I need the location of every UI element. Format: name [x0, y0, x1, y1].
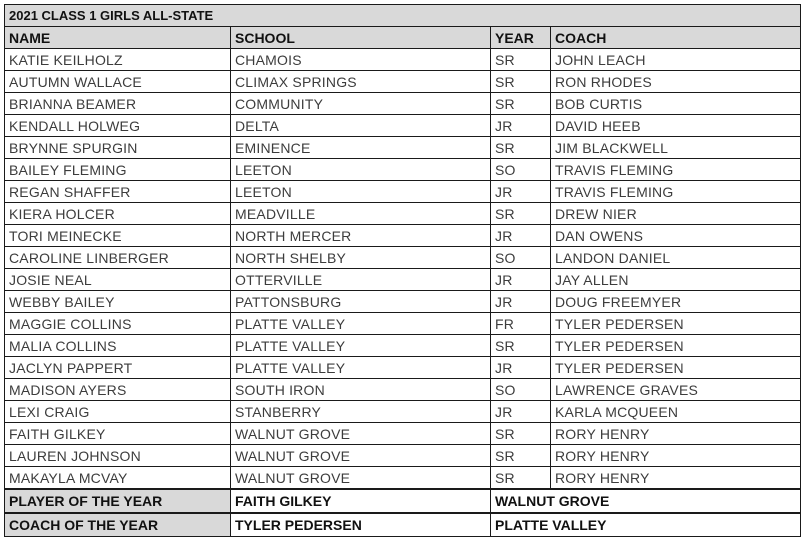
award-row: [5, 489, 801, 513]
table-row: [5, 357, 801, 379]
player-name-cell: BRYNNE SPURGIN: [5, 137, 231, 159]
school-name-cell: MEADVILLE: [231, 203, 491, 225]
award-school: WALNUT GROVE: [491, 489, 801, 513]
table-row: [5, 115, 801, 137]
coach-name-cell: LANDON DANIEL: [551, 247, 801, 269]
header-year: YEAR: [491, 27, 551, 49]
coach-name-cell: RON RHODES: [551, 71, 801, 93]
class-year-cell: SR: [491, 203, 551, 225]
player-name-cell: MALIA COLLINS: [5, 335, 231, 357]
award-label: PLAYER OF THE YEAR: [5, 489, 231, 513]
award-row: [5, 513, 801, 537]
school-name-cell: NORTH MERCER: [231, 225, 491, 247]
table-row: [5, 269, 801, 291]
class-year-cell: JR: [491, 225, 551, 247]
coach-name-cell: RORY HENRY: [551, 445, 801, 467]
player-name-cell: KIERA HOLCER: [5, 203, 231, 225]
school-name-cell: DELTA: [231, 115, 491, 137]
class-year-cell: SO: [491, 159, 551, 181]
header-name: NAME: [5, 27, 231, 49]
coach-name-cell: TYLER PEDERSEN: [551, 357, 801, 379]
school-name-cell: PLATTE VALLEY: [231, 357, 491, 379]
school-name-cell: COMMUNITY: [231, 93, 491, 115]
class-year-cell: JR: [491, 115, 551, 137]
class-year-cell: JR: [491, 291, 551, 313]
coach-name-cell: DAN OWENS: [551, 225, 801, 247]
table-row: [5, 71, 801, 93]
player-name-cell: LAUREN JOHNSON: [5, 445, 231, 467]
coach-name-cell: JOHN LEACH: [551, 49, 801, 71]
school-name-cell: PATTONSBURG: [231, 291, 491, 313]
class-year-cell: SO: [491, 379, 551, 401]
coach-name-cell: TYLER PEDERSEN: [551, 335, 801, 357]
player-name-cell: WEBBY BAILEY: [5, 291, 231, 313]
table-row: [5, 379, 801, 401]
class-year-cell: SR: [491, 423, 551, 445]
table-row: [5, 401, 801, 423]
class-year-cell: SR: [491, 93, 551, 115]
award-label: COACH OF THE YEAR: [5, 513, 231, 537]
table-row: [5, 137, 801, 159]
header-row: [5, 27, 801, 49]
table-row: [5, 291, 801, 313]
player-name-cell: BAILEY FLEMING: [5, 159, 231, 181]
coach-name-cell: TRAVIS FLEMING: [551, 181, 801, 203]
coach-name-cell: LAWRENCE GRAVES: [551, 379, 801, 401]
coach-name-cell: DAVID HEEB: [551, 115, 801, 137]
award-winner: FAITH GILKEY: [231, 489, 491, 513]
school-name-cell: WALNUT GROVE: [231, 467, 491, 490]
player-name-cell: JACLYN PAPPERT: [5, 357, 231, 379]
coach-name-cell: TYLER PEDERSEN: [551, 313, 801, 335]
player-name-cell: FAITH GILKEY: [5, 423, 231, 445]
table-row: [5, 203, 801, 225]
table-row: [5, 313, 801, 335]
school-name-cell: CHAMOIS: [231, 49, 491, 71]
school-name-cell: PLATTE VALLEY: [231, 335, 491, 357]
class-year-cell: JR: [491, 401, 551, 423]
player-name-cell: MAKAYLA MCVAY: [5, 467, 231, 490]
coach-name-cell: RORY HENRY: [551, 423, 801, 445]
class-year-cell: SR: [491, 467, 551, 490]
table-row: [5, 93, 801, 115]
table-row: [5, 49, 801, 71]
class-year-cell: SR: [491, 137, 551, 159]
player-name-cell: BRIANNA BEAMER: [5, 93, 231, 115]
school-name-cell: LEETON: [231, 159, 491, 181]
table-row: [5, 225, 801, 247]
table-title: 2021 CLASS 1 GIRLS ALL-STATE: [5, 5, 801, 27]
school-name-cell: CLIMAX SPRINGS: [231, 71, 491, 93]
school-name-cell: PLATTE VALLEY: [231, 313, 491, 335]
all-state-table: [4, 4, 801, 537]
coach-name-cell: JAY ALLEN: [551, 269, 801, 291]
table-row: [5, 445, 801, 467]
class-year-cell: FR: [491, 313, 551, 335]
class-year-cell: JR: [491, 181, 551, 203]
player-rows: [5, 49, 801, 490]
coach-name-cell: KARLA MCQUEEN: [551, 401, 801, 423]
coach-name-cell: RORY HENRY: [551, 467, 801, 490]
award-rows: [5, 489, 801, 537]
award-school: PLATTE VALLEY: [491, 513, 801, 537]
school-name-cell: OTTERVILLE: [231, 269, 491, 291]
class-year-cell: SO: [491, 247, 551, 269]
player-name-cell: KENDALL HOLWEG: [5, 115, 231, 137]
table-row: [5, 467, 801, 490]
coach-name-cell: DREW NIER: [551, 203, 801, 225]
coach-name-cell: BOB CURTIS: [551, 93, 801, 115]
player-name-cell: LEXI CRAIG: [5, 401, 231, 423]
school-name-cell: STANBERRY: [231, 401, 491, 423]
class-year-cell: SR: [491, 445, 551, 467]
table-row: [5, 247, 801, 269]
table-title-row: [5, 5, 801, 27]
all-state-table-container: [4, 4, 800, 537]
class-year-cell: JR: [491, 269, 551, 291]
table-row: [5, 159, 801, 181]
award-winner: TYLER PEDERSEN: [231, 513, 491, 537]
school-name-cell: LEETON: [231, 181, 491, 203]
header-coach: COACH: [551, 27, 801, 49]
coach-name-cell: TRAVIS FLEMING: [551, 159, 801, 181]
player-name-cell: REGAN SHAFFER: [5, 181, 231, 203]
player-name-cell: CAROLINE LINBERGER: [5, 247, 231, 269]
school-name-cell: EMINENCE: [231, 137, 491, 159]
player-name-cell: JOSIE NEAL: [5, 269, 231, 291]
player-name-cell: KATIE KEILHOLZ: [5, 49, 231, 71]
table-row: [5, 423, 801, 445]
player-name-cell: AUTUMN WALLACE: [5, 71, 231, 93]
player-name-cell: TORI MEINECKE: [5, 225, 231, 247]
class-year-cell: SR: [491, 335, 551, 357]
school-name-cell: NORTH SHELBY: [231, 247, 491, 269]
coach-name-cell: JIM BLACKWELL: [551, 137, 801, 159]
school-name-cell: WALNUT GROVE: [231, 423, 491, 445]
player-name-cell: MADISON AYERS: [5, 379, 231, 401]
class-year-cell: SR: [491, 71, 551, 93]
school-name-cell: WALNUT GROVE: [231, 445, 491, 467]
school-name-cell: SOUTH IRON: [231, 379, 491, 401]
coach-name-cell: DOUG FREEMYER: [551, 291, 801, 313]
class-year-cell: SR: [491, 49, 551, 71]
header-school: SCHOOL: [231, 27, 491, 49]
table-row: [5, 335, 801, 357]
class-year-cell: JR: [491, 357, 551, 379]
table-row: [5, 181, 801, 203]
player-name-cell: MAGGIE COLLINS: [5, 313, 231, 335]
